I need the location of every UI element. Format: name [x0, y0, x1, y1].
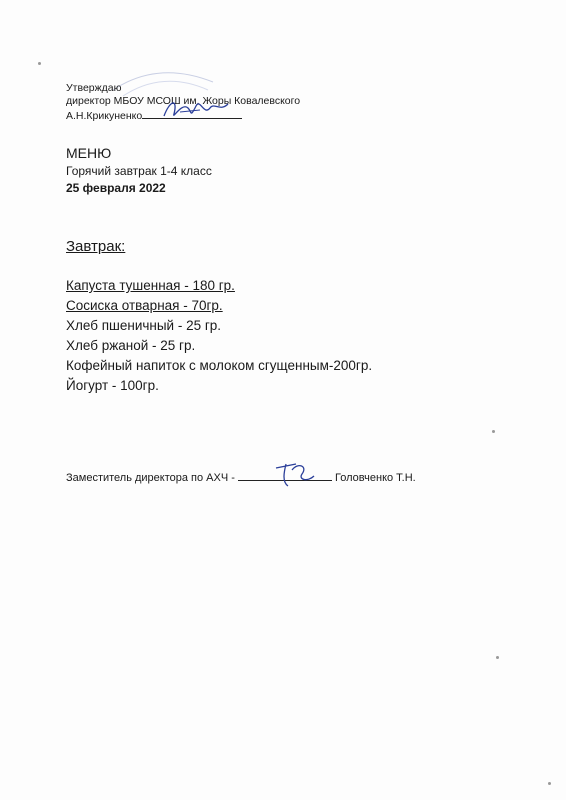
list-item: Сосиска отварная - 70гр. — [66, 298, 223, 313]
breakfast-heading: Завтрак: — [66, 238, 126, 255]
menu-date: 25 февраля 2022 — [66, 181, 166, 195]
list-item: Хлеб ржаной - 25 гр. — [66, 338, 196, 353]
scan-speck — [492, 430, 495, 433]
breakfast-items-list — [66, 276, 372, 396]
deputy-name: Головченко Т.Н. — [335, 472, 416, 484]
scan-speck — [496, 656, 499, 659]
deputy-position: Заместитель директора по АХЧ - — [66, 472, 235, 484]
list-item: Йогурт - 100гр. — [66, 378, 159, 393]
menu-title: МЕНЮ — [66, 145, 112, 161]
approval-director-title: директор МБОУ МСОШ им. Жоры Ковалевского — [66, 95, 301, 107]
approval-heading: Утверждаю — [66, 82, 122, 94]
approval-director-name: А.Н.Крикуненко — [66, 110, 143, 122]
deputy-signature-row — [66, 470, 416, 484]
list-item: Хлеб пшеничный - 25 гр. — [66, 318, 222, 333]
scan-speck — [38, 62, 41, 65]
deputy-signature — [268, 458, 318, 490]
scan-speck — [548, 782, 551, 785]
menu-subtitle: Горячий завтрак 1-4 класс — [66, 164, 212, 178]
list-item: Кофейный напиток с молоком сгущенным-200гр. — [66, 358, 373, 373]
director-signature — [160, 94, 232, 124]
list-item: Капуста тушенная - 180 гр. — [66, 278, 235, 293]
